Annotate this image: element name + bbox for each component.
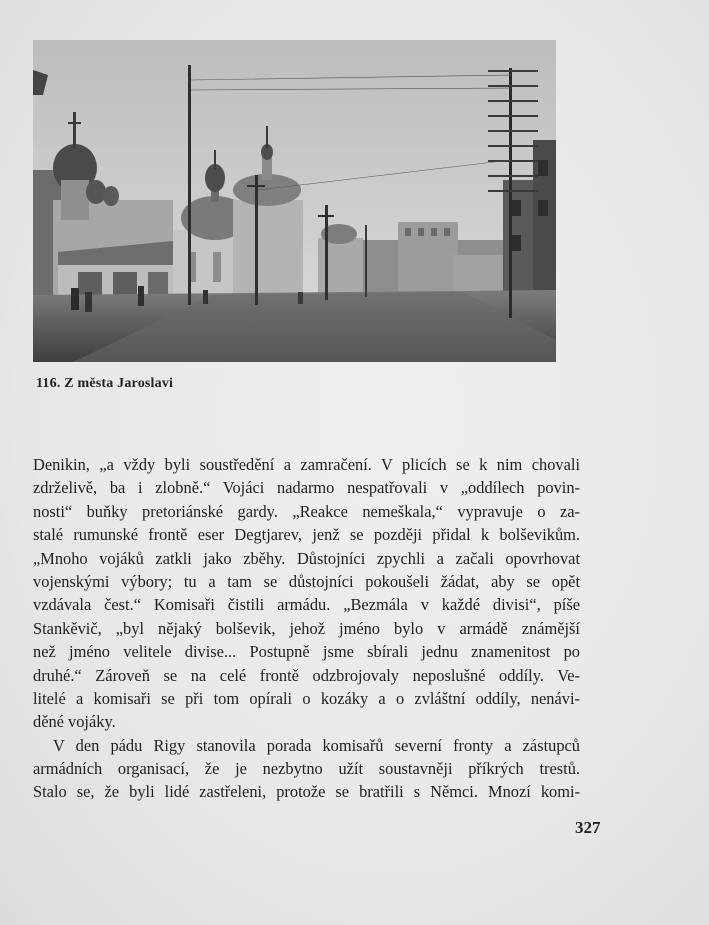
street-photograph <box>33 40 556 362</box>
text-line: děné vojáky. <box>33 712 116 732</box>
text-line: stalé rumunské frontě eser Degtjarev, jenž se později přidal k bolševikům. <box>33 525 580 545</box>
page-number: 327 <box>575 818 601 837</box>
text-line: Stankěvič, „byl nějaký bolševik, jehož jméno bylo v armádě známější <box>33 618 580 638</box>
yaroslavl-street-image <box>33 40 556 362</box>
text-line: „Mnoho vojáků zatkli jako zběhy. Důstojníci zpychli a začali opovrhovat <box>33 548 580 568</box>
text-line: armádních organisací, že je nezbytno užít soustavněji příkrých trestů. <box>33 759 580 779</box>
body-text <box>33 453 580 804</box>
text-line: zdrželivě, ba i zlobně.“ Vojáci nadarmo nespatřovali v „oddílech povin- <box>33 478 580 498</box>
text-line: nosti“ buňky pretoriánské gardy. „Reakce nemeškala,“ vypravuje o za- <box>33 501 580 521</box>
text-line: vojenskými výbory; tu a tam se důstojníci pokoušeli žádat, aby se opět <box>33 571 580 591</box>
text-line: Denikin, „a vždy byli soustředění a zamračení. V plicích se k nim chovali <box>33 455 580 474</box>
text-line: Stalo se, že byli lidé zastřeleni, protože se bratřili s Němci. Mnozí komi- <box>33 782 580 802</box>
figure-caption: 116. Z města Jaroslavi <box>36 376 174 391</box>
text-line: litelé a komisaři se při tom opírali o kozáky a o zvláštní oddíly, nenávi- <box>33 688 580 708</box>
text-line: vzdávala čest.“ Komisaři čistili armádu. „Bezmála v každé divisi“, píše <box>33 595 580 615</box>
text-line: než jméno velitele divise... Postupně jsme sbírali jednu znamenitost po <box>33 642 580 662</box>
text-line: druhé.“ Zároveň se na celé frontě odzbrojovaly neposlušné oddíly. Ve- <box>33 665 580 685</box>
text-line: V den pádu Rigy stanovila porada komisařů severní fronty a zástupců <box>53 735 580 755</box>
